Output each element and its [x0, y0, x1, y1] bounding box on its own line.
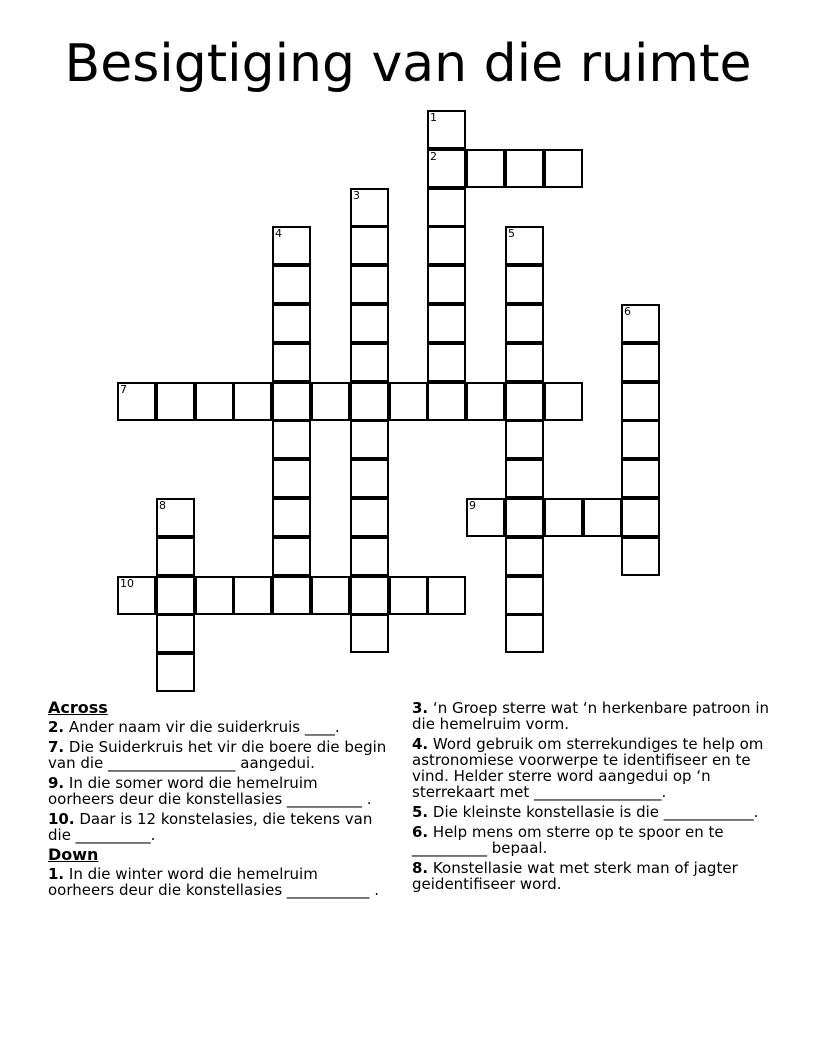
crossword-cell[interactable] [195, 382, 234, 421]
crossword-cell[interactable] [272, 265, 311, 304]
crossword-cell[interactable] [427, 188, 466, 227]
crossword-cell[interactable] [621, 498, 660, 537]
crossword-cell[interactable] [505, 498, 544, 537]
crossword-cell[interactable] [621, 420, 660, 459]
crossword-cell[interactable] [505, 226, 544, 265]
across-clue-list [48, 719, 388, 843]
crossword-cell[interactable] [272, 459, 311, 498]
crossword-cell[interactable] [350, 188, 389, 227]
clue-item [48, 866, 388, 898]
crossword-cell[interactable] [427, 382, 466, 421]
crossword-cell[interactable] [350, 576, 389, 615]
crossword-cell[interactable] [427, 265, 466, 304]
cell-number: 8 [159, 499, 166, 512]
crossword-cell[interactable] [311, 576, 350, 615]
crossword-cell[interactable] [505, 304, 544, 343]
crossword-cell[interactable] [272, 304, 311, 343]
crossword-cell[interactable] [427, 304, 466, 343]
cell-number: 9 [469, 499, 476, 512]
crossword-cell[interactable] [272, 226, 311, 265]
crossword-cell[interactable] [350, 537, 389, 576]
crossword-cell[interactable] [544, 498, 583, 537]
clue-item [412, 700, 772, 732]
clue-text: Word gebruik om sterrekundiges te help om astronomiese voorwerpe te identifiseer en te vind. Helder sterre word aangedui op ‘n sterrekaart met _________________. [412, 735, 764, 801]
crossword-cell[interactable] [350, 614, 389, 653]
crossword-cell[interactable] [621, 343, 660, 382]
cell-number: 2 [430, 150, 437, 163]
crossword-cell[interactable] [272, 498, 311, 537]
clue-item [412, 860, 772, 892]
page-title: Besigtiging van die ruimte [64, 34, 752, 94]
clue-number: 3. [412, 699, 429, 717]
crossword-cell[interactable] [389, 382, 428, 421]
crossword-cell[interactable] [233, 576, 272, 615]
crossword-cell[interactable] [117, 576, 156, 615]
clue-item [412, 804, 772, 820]
clue-item [48, 719, 388, 735]
across-heading: Across [48, 698, 108, 717]
clue-number: 6. [412, 823, 429, 841]
clue-number: 7. [48, 738, 65, 756]
cell-number: 3 [353, 189, 360, 202]
crossword-cell[interactable] [350, 459, 389, 498]
crossword-cell[interactable] [505, 149, 544, 188]
clues-left-column [48, 700, 388, 902]
clue-text: In die somer word die hemelruim oorheers deur die konstellasies __________ . [48, 774, 372, 808]
crossword-cell[interactable] [350, 304, 389, 343]
clue-number: 10. [48, 810, 75, 828]
crossword-cell[interactable] [427, 110, 466, 149]
cell-number: 1 [430, 111, 437, 124]
clue-number: 4. [412, 735, 429, 753]
crossword-cell[interactable] [621, 537, 660, 576]
crossword-cell[interactable] [117, 382, 156, 421]
clue-text: Ander naam vir die suiderkruis ____. [68, 718, 340, 736]
clue-item [412, 736, 772, 800]
crossword-cell[interactable] [466, 382, 505, 421]
crossword-cell[interactable] [350, 498, 389, 537]
crossword-cell[interactable] [156, 498, 195, 537]
clue-text: Konstellasie wat met sterk man of jagter geidentifiseer word. [412, 859, 738, 893]
crossword-cell[interactable] [272, 576, 311, 615]
crossword-cell[interactable] [505, 420, 544, 459]
crossword-cell[interactable] [621, 304, 660, 343]
crossword-cell[interactable] [350, 382, 389, 421]
crossword-cell[interactable] [195, 576, 234, 615]
crossword-cell[interactable] [272, 537, 311, 576]
down-heading: Down [48, 845, 99, 864]
crossword-cell[interactable] [156, 614, 195, 653]
cell-number: 5 [508, 227, 515, 240]
crossword-cell[interactable] [466, 498, 505, 537]
clue-item [48, 811, 388, 843]
crossword-cell[interactable] [350, 226, 389, 265]
clues-right-column [412, 700, 772, 896]
crossword-cell[interactable] [350, 343, 389, 382]
clue-number: 2. [48, 718, 65, 736]
clue-text: Die Suiderkruis het vir die boere die begin van die _________________ aangedui. [48, 738, 387, 772]
clue-number: 5. [412, 803, 429, 821]
clue-text: In die winter word die hemelruim oorheers deur die konstellasies ___________ . [48, 865, 379, 899]
crossword-cell[interactable] [156, 537, 195, 576]
clue-number: 8. [412, 859, 429, 877]
crossword-cell[interactable] [544, 382, 583, 421]
crossword-cell[interactable] [621, 382, 660, 421]
down-clue-list-continued [412, 700, 772, 892]
crossword-cell[interactable] [427, 343, 466, 382]
cell-number: 7 [120, 383, 127, 396]
crossword-cell[interactable] [272, 382, 311, 421]
crossword-cell[interactable] [583, 498, 622, 537]
crossword-cell[interactable] [505, 576, 544, 615]
crossword-cell[interactable] [427, 576, 466, 615]
crossword-cell[interactable] [350, 420, 389, 459]
crossword-cell[interactable] [427, 149, 466, 188]
clue-item [48, 739, 388, 771]
down-clue-list [48, 866, 388, 898]
crossword-cell[interactable] [505, 459, 544, 498]
crossword-cell[interactable] [272, 343, 311, 382]
crossword-cell[interactable] [505, 382, 544, 421]
crossword-cell[interactable] [389, 576, 428, 615]
clue-item [48, 775, 388, 807]
crossword-cell[interactable] [156, 653, 195, 692]
clue-text: Daar is 12 konstelasies, die tekens van die __________. [48, 810, 373, 844]
crossword-cell[interactable] [233, 382, 272, 421]
clue-number: 1. [48, 865, 65, 883]
crossword-cell[interactable] [505, 265, 544, 304]
crossword-cell[interactable] [544, 149, 583, 188]
cell-number: 4 [275, 227, 282, 240]
clue-text: ‘n Groep sterre wat ‘n herkenbare patroon in die hemelruim vorm. [412, 699, 770, 733]
crossword-cell[interactable] [466, 149, 505, 188]
clue-text: Die kleinste konstellasie is die ____________. [432, 803, 759, 821]
crossword-cell[interactable] [505, 343, 544, 382]
crossword-cell[interactable] [621, 459, 660, 498]
clue-text: Help mens om sterre op te spoor en te __________ bepaal. [412, 823, 724, 857]
clue-number: 9. [48, 774, 65, 792]
crossword-cell[interactable] [505, 614, 544, 653]
clue-item [412, 824, 772, 856]
cell-number: 6 [624, 305, 631, 318]
crossword-cell[interactable] [350, 265, 389, 304]
crossword-cell[interactable] [156, 382, 195, 421]
crossword-cell[interactable] [311, 382, 350, 421]
crossword-cell[interactable] [505, 537, 544, 576]
cell-number: 10 [120, 577, 134, 590]
crossword-cell[interactable] [272, 420, 311, 459]
crossword-cell[interactable] [427, 226, 466, 265]
crossword-cell[interactable] [156, 576, 195, 615]
